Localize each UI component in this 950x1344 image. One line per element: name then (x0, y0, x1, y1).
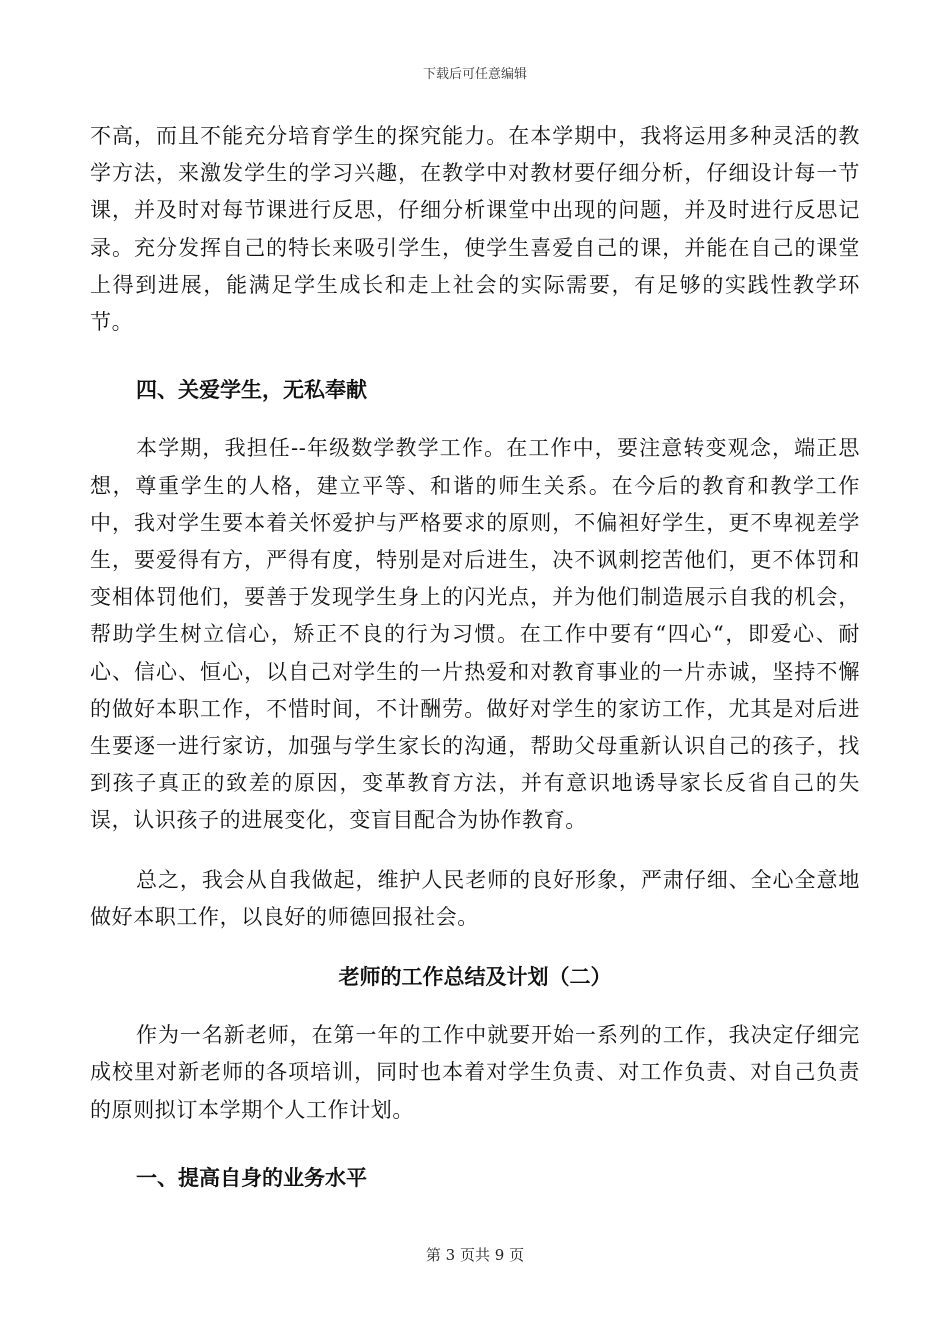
paragraph-care-students: 本学期，我担任--年级数学教学工作。在工作中，要注意转变观念，端正思想，尊重学生的人格，建立平等、和谐的师生关系。在今后的教育和教学工作中，我对学生要本着关怀爱护与严格要求的原则，不偏袒好学生，更不卑视差学生，要爱得有方，严得有度，特别是对后进生，决不讽刺挖苦他们，更不体罚和变相体罚他们，要善于发现学生身上的闪光点，并为他们制造展示自我的机会，帮助学生树立信心，矫正不良的行为习惯。在工作中要有“四心“，即爱心、耐心、信心、恒心，以自己对学生的一片热爱和对教育事业的一片赤诚，坚持不懈的做好本职工作，不惜时间，不计酬劳。做好对学生的家访工作，尤其是对后进生要逐一进行家访，加强与学生家长的沟通，帮助父母重新认识自己的孩子，找到孩子真正的致差的原因，变革教育方法，并有意识地诱导家长反省自己的失误，认识孩子的进展变化，变盲目配合为协作教育。 (90, 436, 860, 833)
section-heading-4: 四、关爱学生，无私奉献 (136, 377, 367, 403)
page-footer: 第 3 页共 9 页 (425, 1246, 525, 1264)
page-header: 下载后可任意编辑 (422, 67, 527, 82)
paragraph-new-teacher: 作为一名新老师，在第一年的工作中就要开始一系列的工作，我决定仔细完成校里对新老师的各项培训，同时也本着对学生负责、对工作负责、对自己负责的原则拟订本学期个人工作计划。 (90, 1023, 860, 1122)
section-heading-1: 一、提高自身的业务水平 (136, 1164, 367, 1190)
paragraph-continuation: 不高，而且不能充分培育学生的探究能力。在本学期中，我将运用多种灵活的教学方法，来激发学生的学习兴趣，在教学中对教材要仔细分析，仔细设计每一节课，并及时对每节课进行反思，仔细分析课堂中出现的问题，并及时进行反思记录。充分发挥自己的特长来吸引学生，使学生喜爱自己的课，并能在自己的课堂上得到进展，能满足学生成长和走上社会的实际需要，有足够的实践性教学环节。 (90, 124, 860, 335)
paragraph-summary: 总之，我会从自我做起，维护人民老师的良好形象，严肃仔细、全心全意地做好本职工作，以良好的师德回报社会。 (90, 867, 860, 929)
document-body (90, 118, 860, 1196)
section-title-2: 老师的工作总结及计划（二） (338, 964, 612, 990)
